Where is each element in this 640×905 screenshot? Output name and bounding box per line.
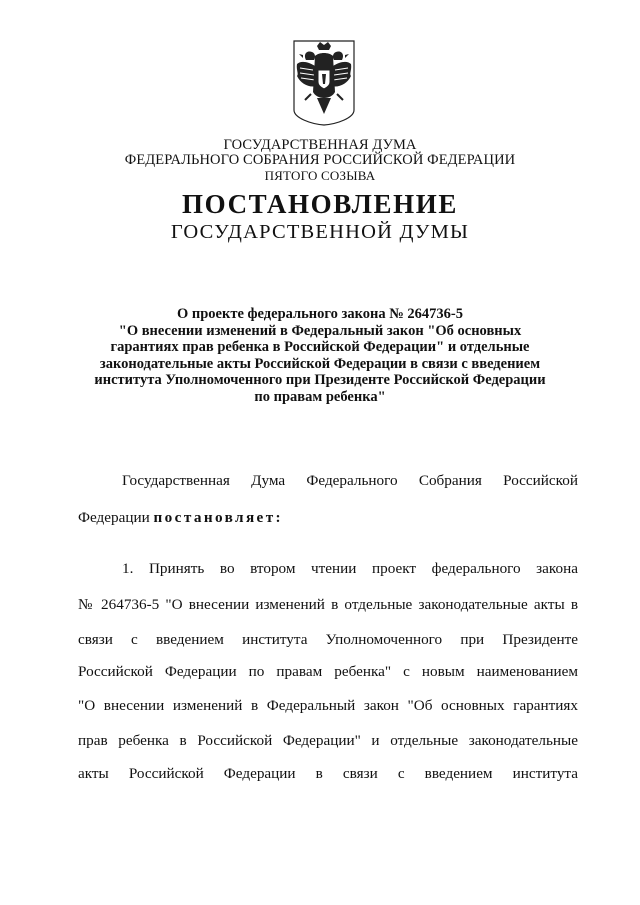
resolves-word: постановляет:: [153, 509, 284, 526]
convocation-label: ПЯТОГО СОЗЫВА: [264, 168, 376, 183]
subject-line: института Уполномоченного при Президенте Российской Федерации: [94, 372, 546, 389]
item1-line: 1. Принять во втором чтении проект федерального закона: [122, 560, 578, 577]
item1-line: прав ребенка в Российской Федерации" и отдельные законодательные: [78, 732, 578, 749]
item1-line: акты Российской Федерации в связи с введением института: [78, 765, 578, 782]
item1-line: № 264736-5 "О внесении изменений в отдельные законодательные акты в: [78, 596, 578, 613]
subject-line: "О внесении изменений в Федеральный закон "Об основных: [118, 322, 522, 339]
document-title: ПОСТАНОВЛЕНИЕ: [182, 189, 458, 219]
intro-text: Федерации: [78, 509, 154, 526]
item1-line: Российской Федерации по правам ребенка" с новым наименованием: [78, 663, 578, 680]
item1-line: связи с введением института Уполномоченного при Президенте: [78, 631, 578, 648]
subject-line: по правам ребенка": [254, 388, 386, 405]
coat-of-arms-icon: [293, 40, 355, 126]
org-name-line2: ФЕДЕРАЛЬНОГО СОБРАНИЯ РОССИЙСКОЙ ФЕДЕРАЦИИ: [124, 152, 516, 168]
document-subtitle: ГОСУДАРСТВЕННОЙ ДУМЫ: [170, 221, 470, 243]
subject-line: гарантиях прав ребенка в Российской Федерации" и отдельные: [110, 339, 530, 356]
intro-line: Государственная Дума Федерального Собрания Российской: [122, 472, 578, 489]
subject-heading: [0, 306, 640, 406]
subject-line: О проекте федерального закона № 264736-5: [176, 306, 464, 322]
intro-line: [78, 509, 578, 527]
subject-line: законодательные акты Российской Федерации в связи с введением: [99, 355, 541, 372]
org-name-line1: ГОСУДАРСТВЕННАЯ ДУМА: [223, 137, 417, 153]
item1-line: "О внесении изменений в Федеральный закон "Об основных гарантиях: [78, 697, 578, 714]
